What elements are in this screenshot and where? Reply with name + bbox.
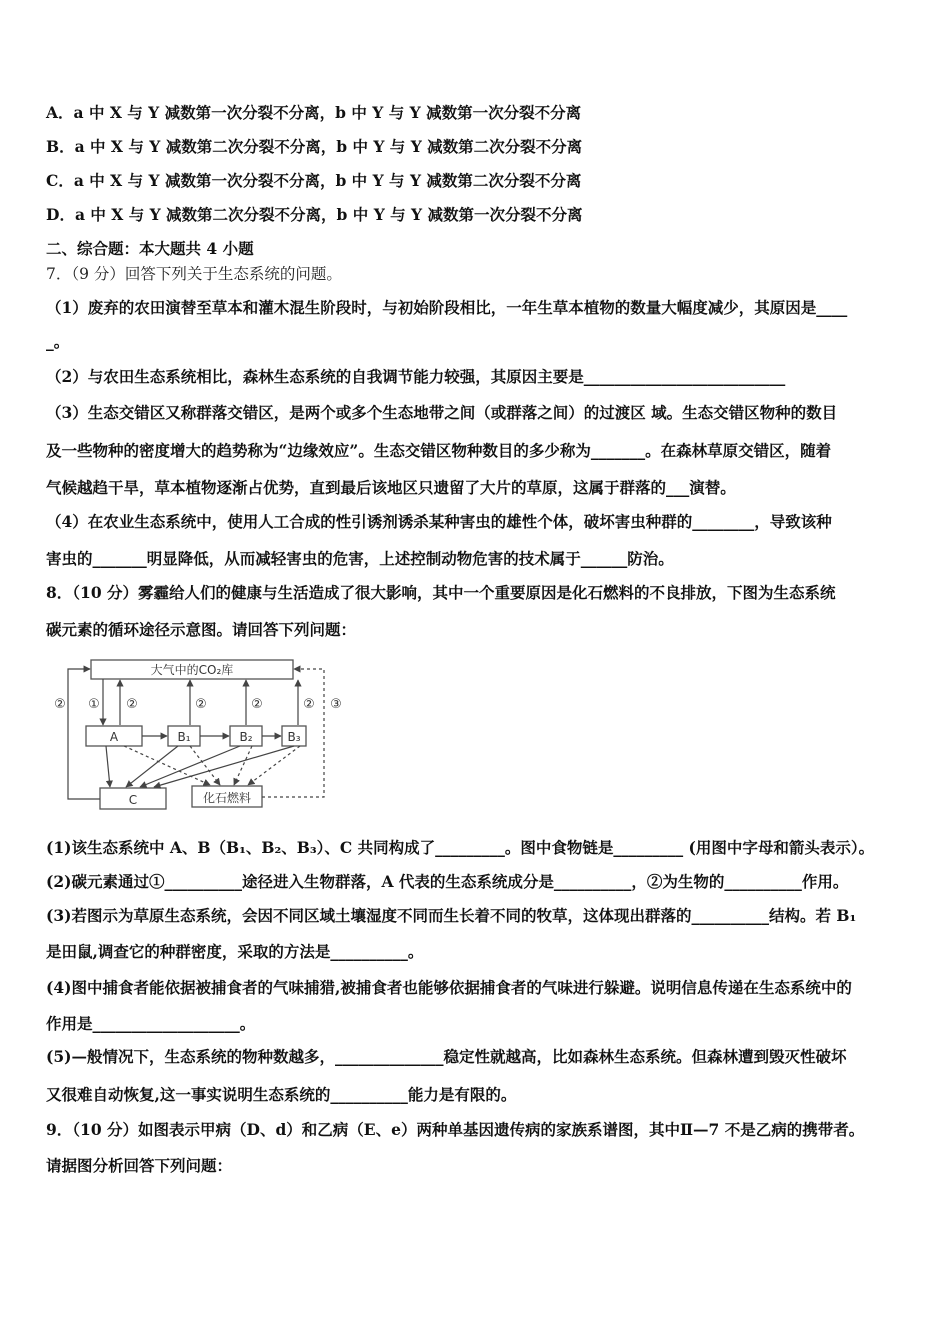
label-fossil-fuel: 化石燃料 (202, 791, 252, 805)
option-a: A．a 中 X 与 Y 减数第一次分裂不分离，b 中 Y 与 Y 减数第一次分裂不分离 (46, 103, 582, 122)
label-b1: B₁ (177, 730, 191, 744)
section-title: 二、综合题：本大题共 4 小题 (46, 239, 254, 258)
q7-line: 气候越趋干旱，草本植物逐渐占优势，直到最后该地区只遗留了大片的草原，这属于群落的___演替。 (46, 478, 736, 497)
q7-line: （2）与农田生态系统相比，森林生态系统的自我调节能力较强，其原因主要是__________________________ (46, 367, 786, 386)
label-c: C (128, 793, 138, 807)
q8-line: 是田鼠,调查它的种群密度，采取的方法是__________。 (46, 942, 424, 961)
q7-line: 害虫的_______明显降低，从而减轻害虫的危害，上述控制动物危害的技术属于______防治。 (46, 549, 674, 568)
arrow-a-c (106, 746, 110, 787)
label-b2: B₂ (239, 730, 253, 744)
option-b: B．a 中 X 与 Y 减数第二次分裂不分离，b 中 Y 与 Y 减数第二次分裂不分离 (46, 137, 583, 156)
q7-line: （1）废弃的农田演替至草本和灌木混生阶段时，与初始阶段相比，一年生草本植物的数量大幅度减少，其原因是____ (46, 298, 848, 317)
arrow-b2-fuel (234, 746, 252, 785)
q8-line: (1)该生态系统中 A、B（B₁、B₂、B₃）、C 共同构成了_________。图中食物链是_________ (用图中字母和箭头表示）。 (46, 838, 875, 857)
q9-line: 9．（10 分）如图表示甲病（D、d）和乙病（E、e）两种单基因遗传病的家族系谱图，其中Ⅱ—7 不是乙病的携带者。 (46, 1120, 865, 1139)
arrow-b1-fuel (190, 746, 220, 785)
q8-stem: 碳元素的循环途径示意图。请回答下列问题： (46, 620, 357, 639)
q7-line: （4）在农业生态系统中，使用人工合成的性引诱剂诱杀某种害虫的雄性个体，破坏害虫种群的________，导致该种 (46, 512, 832, 531)
marker-2: ② (126, 697, 138, 712)
marker-3: ③ (330, 697, 342, 712)
marker-2: ② (195, 697, 207, 712)
arrow-c-co2 (68, 669, 100, 799)
label-a: A (109, 730, 119, 744)
option-c: C．a 中 X 与 Y 减数第一次分裂不分离，b 中 Y 与 Y 减数第二次分裂不分离 (46, 171, 582, 190)
marker-1: ① (88, 697, 100, 712)
q7-line: _。 (46, 332, 70, 351)
marker-2: ② (303, 697, 315, 712)
q8-line: 又很难自动恢复,这一事实说明生态系统的__________能力是有限的。 (46, 1085, 517, 1104)
q8-stem: 8．（10 分）雾霾给人们的健康与生活造成了很大影响，其中一个重要原因是化石燃料的不良排放，下图为生态系统 (46, 583, 836, 602)
label-b3: B₃ (287, 730, 301, 744)
q7-line: （3）生态交错区又称群落交错区，是两个或多个生态地带之间（或群落之间）的过渡区 域。生态交错区物种的数目 (46, 403, 838, 422)
marker-2: ② (251, 697, 263, 712)
q9-line: 请据图分析回答下列问题： (46, 1156, 233, 1175)
co2-pool-label: 大气中的CO₂库 (150, 663, 234, 677)
q8-line: (4)图中捕食者能依据被捕食者的气味捕猎,被捕食者也能够依据捕食者的气味进行躲避。说明信息传递在生态系统中的 (46, 978, 852, 997)
q7-line: 及一些物种的密度增大的趋势称为“边缘效应”。生态交错区物种数目的多少称为_______。在森林草原交错区，随着 (46, 441, 832, 460)
option-d: D．a 中 X 与 Y 减数第二次分裂不分离，b 中 Y 与 Y 减数第一次分裂不分离 (46, 205, 583, 224)
q8-line: (3)若图示为草原生态系统，会因不同区域土壤湿度不同而生长着不同的牧草，这体现出群落的__________结构。若 B₁ (46, 906, 857, 925)
q7-stem: 7．（9 分）回答下列关于生态系统的问题。 (46, 265, 342, 283)
q8-line: (2)碳元素通过①__________途径进入生物群落，A 代表的生态系统成分是__________，②为生物的__________作用。 (46, 872, 849, 891)
q8-line: (5)—般情况下，生态系统的物种数越多，______________稳定性就越高，比如森林生态系统。但森林遭到毁灭性破坏 (46, 1047, 847, 1066)
carbon-cycle-diagram (44, 656, 344, 816)
marker-2: ② (54, 697, 66, 712)
q8-line: 作用是___________________。 (46, 1014, 256, 1033)
